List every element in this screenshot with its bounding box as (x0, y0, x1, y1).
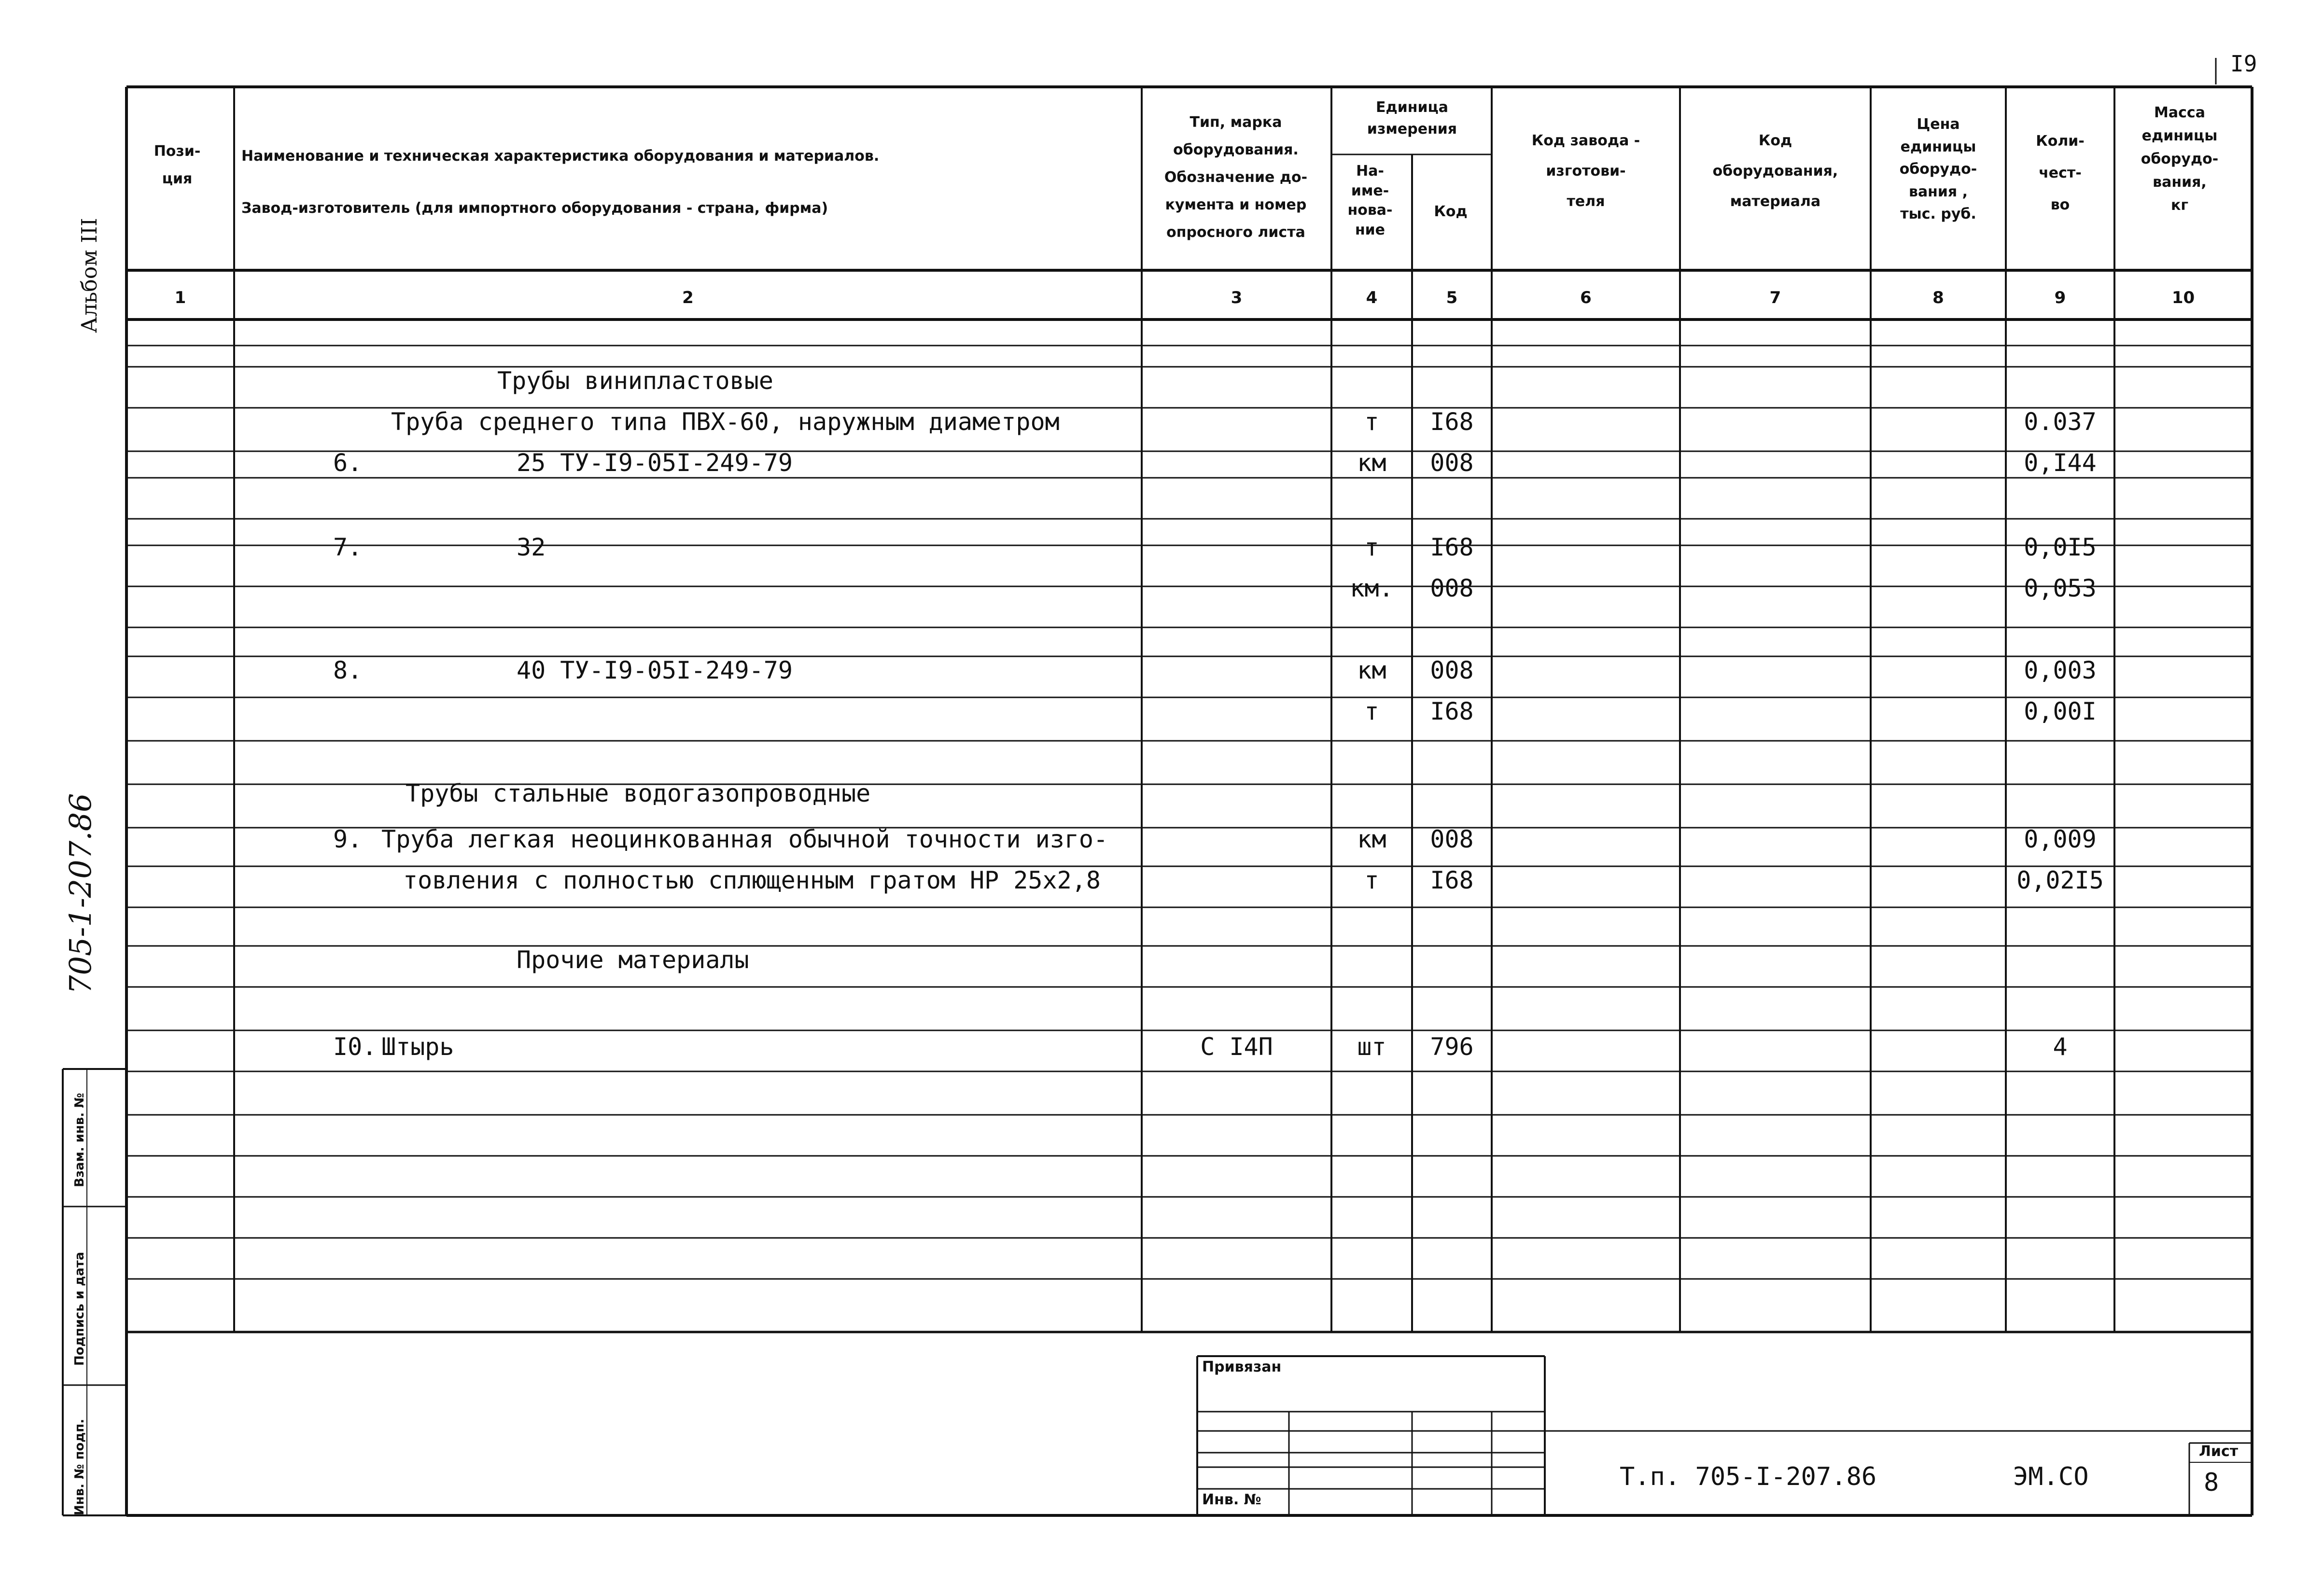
column-number: 2 (682, 288, 694, 307)
row-unit: км (1357, 825, 1386, 853)
row-unit-code: I68 (1430, 408, 1474, 436)
column-number: 7 (1769, 288, 1781, 307)
row-name: Труба среднего типа ПВХ-60, наружным диаметром (391, 408, 1060, 436)
row-quantity: 0,I44 (2024, 449, 2097, 477)
row-position: 8. (333, 656, 363, 684)
row-name: Труба легкая неоцинкованная обычной точности изго- (381, 825, 1108, 853)
document-designation: Т.п. 705-I-207.86 (1620, 1462, 1877, 1491)
row-unit-code: I68 (1430, 697, 1474, 725)
row-unit: км (1357, 449, 1386, 477)
stamp-original-inv: Инв. № подп. (72, 1418, 87, 1515)
row-quantity: 0.037 (2024, 408, 2097, 436)
stamp-signature-date: Подпись и дата (72, 1251, 87, 1366)
row-name: товления с полностью сплющенным гратом НР 25х2,8 (403, 866, 1101, 894)
row-unit-code: 008 (1430, 449, 1474, 477)
row-position: I0. (333, 1033, 377, 1061)
bound-label: Привязан (1202, 1359, 1282, 1375)
row-unit-code: 008 (1430, 656, 1474, 684)
row-quantity: 0,02I5 (2016, 866, 2104, 894)
row-unit: т (1364, 533, 1379, 561)
row-unit-code: I68 (1430, 533, 1474, 561)
header-equipment-code: Код оборудования, материала (1712, 132, 1838, 210)
document-code: ЭМ.СО (2013, 1462, 2089, 1491)
row-unit: т (1364, 697, 1379, 725)
row-unit: т (1364, 866, 1379, 894)
row-name: Прочие материалы (517, 946, 749, 974)
row-unit: км (1357, 656, 1386, 684)
row-quantity: 0,003 (2024, 656, 2097, 684)
header-unit: Единица измерения (1367, 99, 1457, 138)
row-unit-code: 008 (1430, 574, 1474, 602)
column-number: 10 (2171, 288, 2195, 307)
header-unit-name: На- име- нова- ние (1347, 163, 1393, 238)
row-unit-code: 008 (1430, 825, 1474, 853)
stamp-replaced-inv: Взам. инв. № (72, 1093, 87, 1187)
column-number: 6 (1580, 288, 1592, 307)
row-type: С I4П (1200, 1033, 1273, 1061)
row-name: Штырь (381, 1033, 454, 1061)
column-number: 9 (2054, 288, 2066, 307)
row-unit: км. (1350, 574, 1394, 602)
row-name: Трубы стальные водогазопроводные (406, 779, 871, 807)
row-unit: т (1364, 408, 1379, 436)
header-mass: Масса единицы оборудо- вания, кг (2141, 104, 2219, 214)
inv-label: Инв. № (1202, 1491, 1261, 1508)
header-factory-code: Код завода - изготови- теля (1531, 132, 1640, 210)
row-name: 40 ТУ-I9-05I-249-79 (517, 656, 793, 684)
row-quantity: 4 (2053, 1033, 2068, 1061)
header-unit-code: Код (1434, 203, 1468, 220)
row-quantity: 0,0I5 (2024, 533, 2097, 561)
header-name: Наименование и техническая характеристика оборудования и материалов. Завод-изготовитель (для импортного оборудования - страна, фирма) (241, 148, 880, 217)
row-position: 6. (333, 449, 363, 477)
column-number: 3 (1231, 288, 1243, 307)
header-type: Тип, марка оборудования. Обозначение до- кумента и номер опросного листа (1164, 114, 1308, 241)
handwritten-drawing-number: 705-1-207.86 (63, 793, 98, 994)
sheet-number: 8 (2204, 1468, 2219, 1497)
row-name: 32 (517, 533, 546, 561)
album-label: Альбом III (77, 218, 102, 333)
header-price: Цена единицы оборудо- вания , тыс. руб. (1899, 116, 1977, 222)
header-quantity: Коли- чест- во (2036, 133, 2085, 213)
row-quantity: 0,053 (2024, 574, 2097, 602)
row-name: Трубы винипластовые (497, 367, 773, 395)
row-unit-code: I68 (1430, 866, 1474, 894)
sheet-label: Лист (2199, 1443, 2239, 1460)
column-number: 4 (1366, 288, 1378, 307)
row-unit-code: 796 (1430, 1033, 1474, 1061)
column-number: 8 (1932, 288, 1944, 307)
row-quantity: 0,00I (2024, 697, 2097, 725)
row-position: 7. (333, 533, 363, 561)
column-number: 5 (1446, 288, 1458, 307)
row-quantity: 0,009 (2024, 825, 2097, 853)
corner-sheet-number: I9 (2230, 51, 2257, 77)
column-number: 1 (174, 288, 186, 307)
row-position: 9. (333, 825, 363, 853)
header-position: Пози- ция (154, 143, 201, 187)
row-name: 25 ТУ-I9-05I-249-79 (517, 449, 793, 477)
row-unit: шт (1357, 1033, 1386, 1061)
